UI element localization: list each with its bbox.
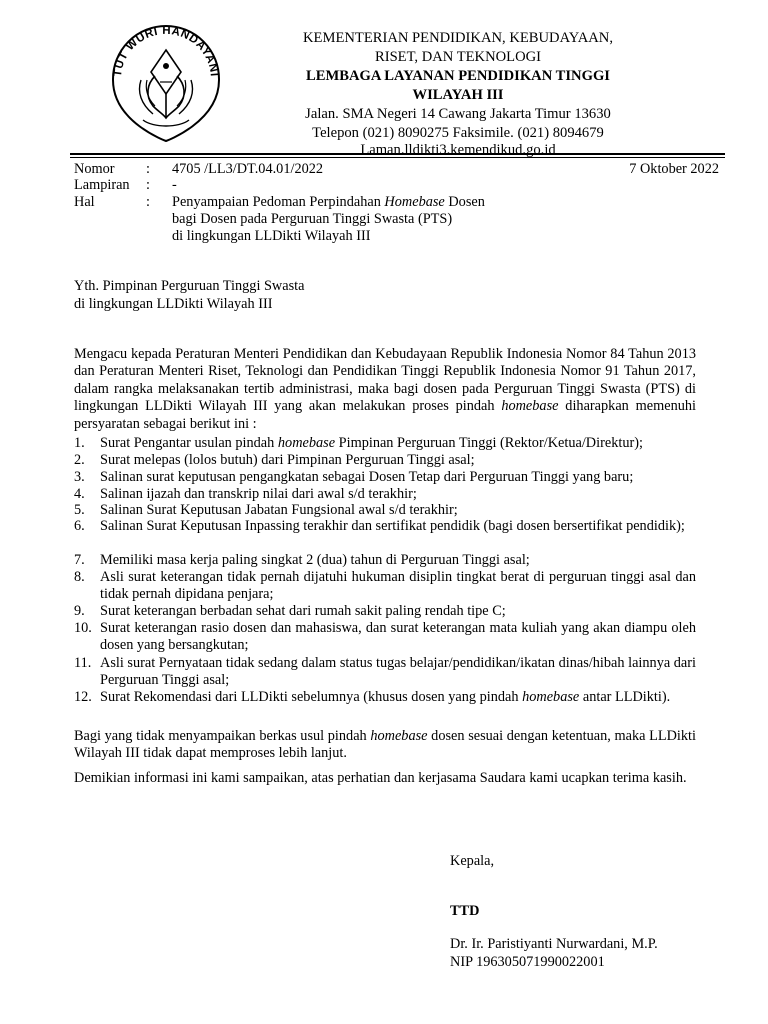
- signatory-title: Kepala,: [450, 853, 495, 869]
- lampiran-label: Lampiran: [74, 177, 130, 193]
- institution-region: WILAYAH III: [412, 87, 504, 103]
- intro-paragraph: Mengacu kepada Peraturan Menteri Pendidikan dan Kebudayaan Republik Indonesia Nomor 84 Tahun 2013 dan Peraturan Menteri Riset, Teknologi dan Pendidikan Tinggi Republik Indonesia Nomor 91 Tahun 2017, dalam rangka melaksanakan tertib administrasi, maka bagi dosen pada Perguruan Tinggi Swasta (PTS) di lingkungan LLDikti Wilayah III yang akan melakukan proses pindah homebase diharapkan memenuhi persyaratan sebagai berikut ini :: [74, 346, 696, 432]
- nomor-label: Nomor: [74, 161, 115, 177]
- paragraph-2: Bagi yang tidak menyampaikan berkas usul pindah homebase dosen sesuai dengan ketentuan, maka LLDikti Wilayah III tidak dapat memproses lebih lanjut.: [74, 728, 696, 762]
- hal-line-3: di lingkungan LLDikti Wilayah III: [172, 228, 371, 244]
- nomor-value: 4705 /LL3/DT.04.01/2022: [172, 161, 324, 177]
- lampiran-colon: :: [146, 177, 150, 193]
- ministry-name-cont: RISET, DAN TEKNOLOGI: [374, 49, 542, 65]
- logo-motto: TUT WURI HANDAYANI: [111, 24, 220, 78]
- hal-line-2: bagi Dosen pada Perguruan Tinggi Swasta (PTS): [172, 211, 453, 227]
- hal-colon: :: [146, 194, 150, 210]
- institution-name: LEMBAGA LAYANAN PENDIDIKAN TINGGI: [306, 68, 610, 84]
- ttd-mark: TTD: [450, 903, 480, 919]
- lampiran-value: -: [172, 177, 177, 193]
- letter-date: 7 Oktober 2022: [629, 161, 719, 177]
- phone-fax: Telepon (021) 8090275 Faksimile. (021) 8094679: [312, 125, 604, 141]
- signatory-nip: NIP 196305071990022001: [450, 954, 605, 970]
- signatory-name: Dr. Ir. Paristiyanti Nurwardani, M.P.: [450, 936, 658, 952]
- paragraph-3: Demikian informasi ini kami sampaikan, atas perhatian dan kerjasama Saudara kami ucapkan terima kasih.: [74, 770, 687, 786]
- recipient-line-1: Yth. Pimpinan Perguruan Tinggi Swasta: [74, 278, 305, 294]
- ministry-name: KEMENTERIAN PENDIDIKAN, KEBUDAYAAN,: [303, 30, 613, 46]
- recipient-line-2: di lingkungan LLDikti Wilayah III: [74, 296, 273, 312]
- hal-line-1: Penyampaian Pedoman Perpindahan Homebase Dosen: [172, 194, 485, 210]
- header-divider-thin: [70, 157, 725, 158]
- hal-label: Hal: [74, 194, 95, 210]
- nomor-colon: :: [146, 161, 150, 177]
- header-divider-thick: [70, 153, 725, 155]
- address: Jalan. SMA Negeri 14 Cawang Jakarta Timur 13630: [305, 106, 611, 122]
- tut-wuri-handayani-emblem-icon: [97, 10, 235, 148]
- website: Laman.lldikti3.kemendikud.go.id: [360, 142, 556, 158]
